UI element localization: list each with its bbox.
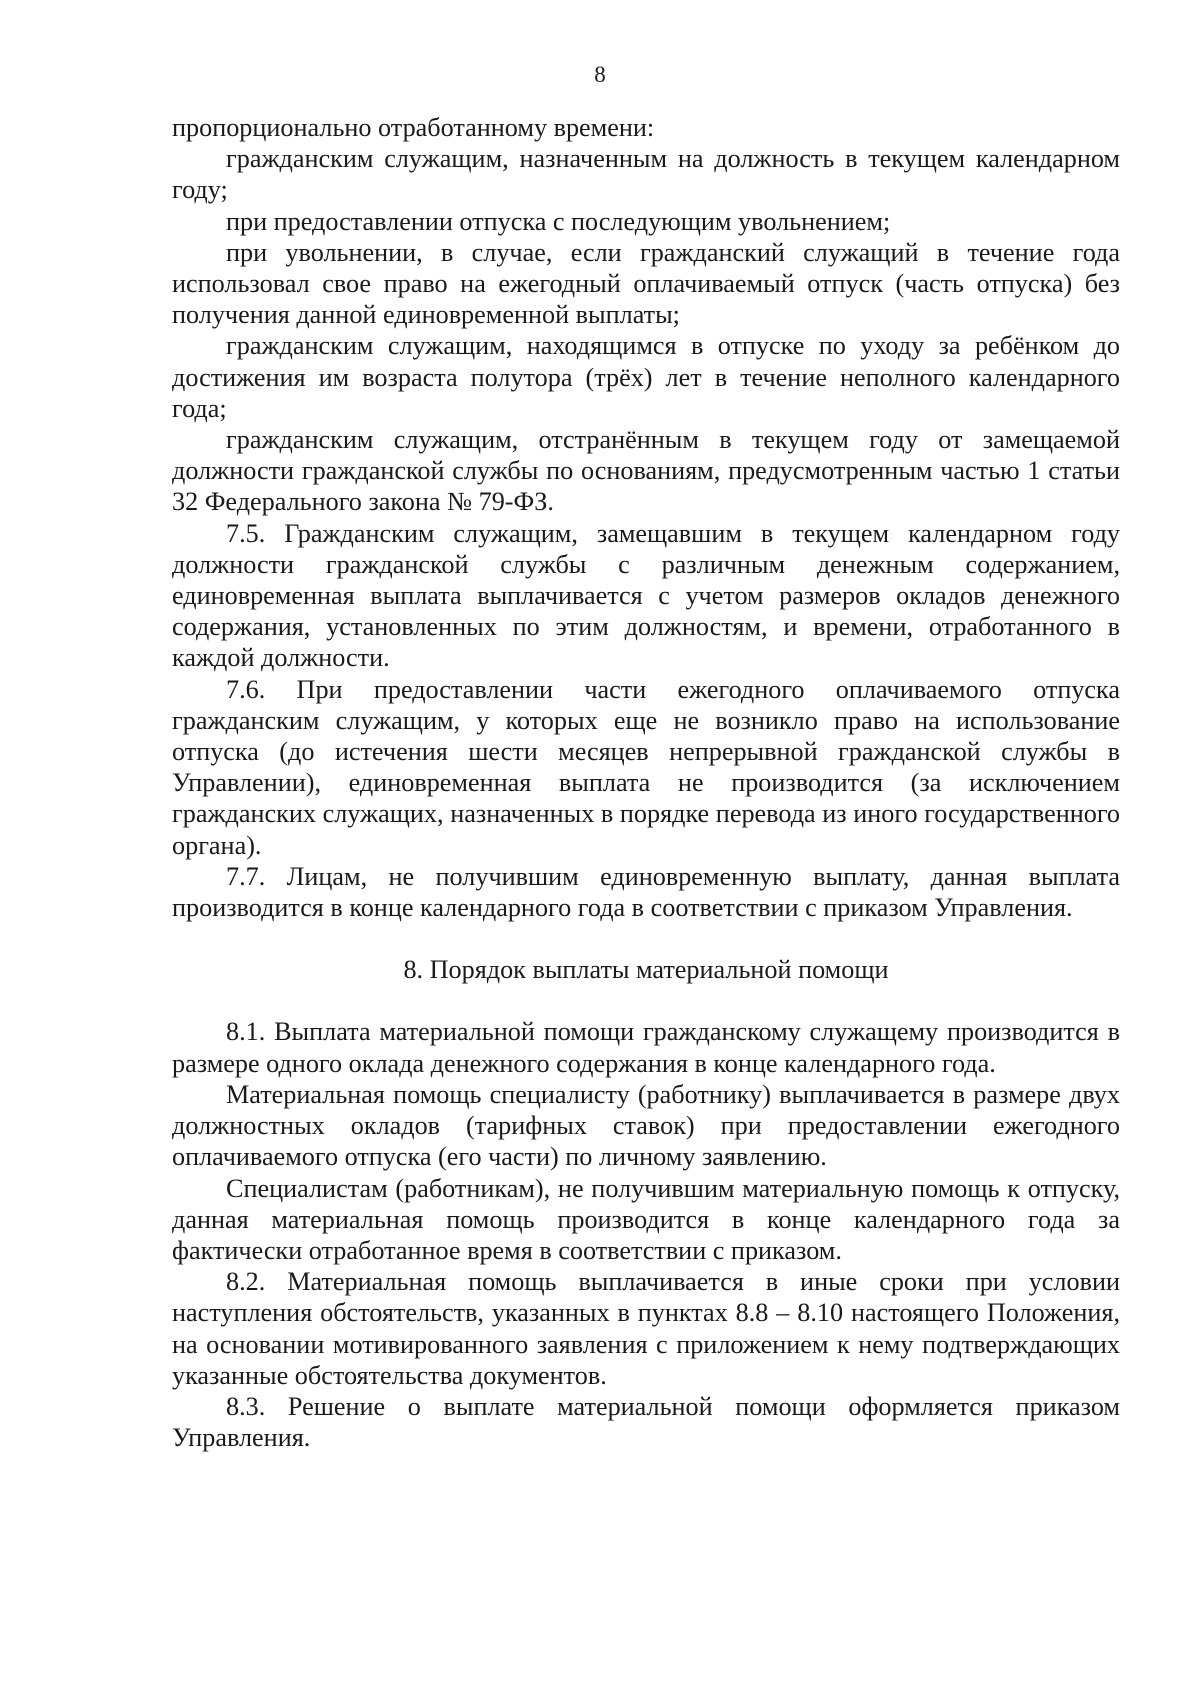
- paragraph: 7.7. Лицам, не получившим единовременную выплату, данная выплата производится в конце календарного года в соответствии с приказом Управления.: [172, 861, 1120, 923]
- paragraph: при увольнении, в случае, если гражданский служащий в течение года использовал свое право на ежегодный оплачиваемый отпуск (часть отпуска) без получения данной единовременной выплаты;: [172, 237, 1120, 330]
- paragraph: гражданским служащим, назначенным на должность в текущем календарном году;: [172, 144, 1120, 205]
- paragraph: при предоставлении отпуска с последующим увольнением;: [226, 206, 891, 236]
- paragraph: 7.6. При предоставлении части ежегодного оплачиваемого отпуска гражданским служащим, у которых еще не возникло право на использование отпуска (до истечения шести месяцев непрерывной гражданской службы в Управлении), единовременная выплата не производится (за исключением гражданских служащих, назначенных в порядке перевода из иного государственного органа).: [172, 674, 1120, 860]
- paragraph: 8.3. Решение о выплате материальной помощи оформляется приказом Управления.: [172, 1391, 1120, 1453]
- document-body: [172, 112, 1120, 1453]
- section-heading: 8. Порядок выплаты материальной помощи: [403, 955, 889, 985]
- paragraph: 7.5. Гражданским служащим, замещавшим в текущем календарном году должности гражданской службы с различным денежным содержанием, единовременная выплата выплачивается с учетом размеров окладов денежного содержания, установленных по этим должностям, и времени, отработанного в каждой должности.: [172, 518, 1120, 673]
- paragraph: пропорционально отработанному времени:: [172, 113, 655, 142]
- page-number: 8: [594, 62, 606, 87]
- paragraph: Материальная помощь специалисту (работнику) выплачивается в размере двух должностных окладов (тарифных ставок) при предоставлении ежегодного оплачиваемого отпуска (его части) по личному заявлению.: [172, 1079, 1120, 1172]
- paragraph: 8.2. Материальная помощь выплачивается в иные сроки при условии наступления обстоятельств, указанных в пунктах 8.8 – 8.10 настоящего Положения, на основании мотивированного заявления с приложением к нему подтверждающих указанные обстоятельства документов.: [172, 1267, 1120, 1390]
- paragraph: 8.1. Выплата материальной помощи гражданскому служащему производится в размере одного оклада денежного содержания в конце календарного года.: [172, 1017, 1120, 1078]
- paragraph: гражданским служащим, находящимся в отпуске по уходу за ребёнком до достижения им возраста полутора (трёх) лет в течение неполного календарного года;: [172, 331, 1120, 423]
- paragraph: Специалистам (работникам), не получившим материальную помощь к отпуску, данная материальная помощь производится в конце календарного года за фактически отработанное время в соответствии с приказом.: [172, 1173, 1120, 1265]
- paragraph: гражданским служащим, отстранённым в текущем году от замещаемой должности гражданской службы по основаниям, предусмотренным частью 1 статьи 32 Федерального закона № 79-ФЗ.: [172, 425, 1120, 517]
